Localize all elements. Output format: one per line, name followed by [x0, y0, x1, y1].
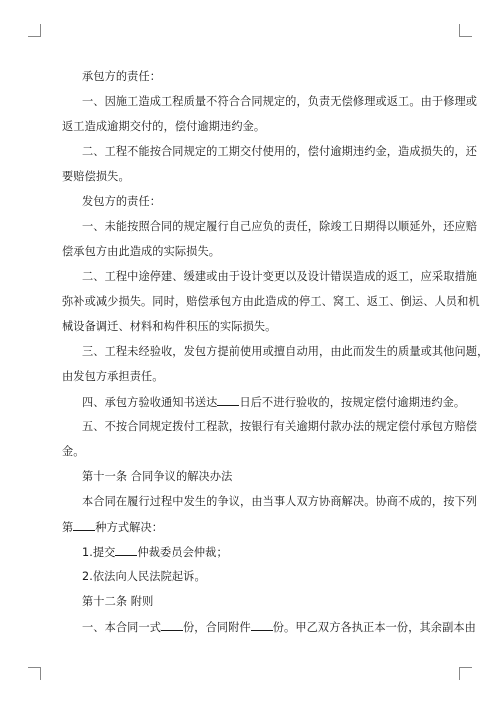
heading-employer-duties: 发包方的责任：	[82, 195, 162, 208]
paragraph-line: 四、承包方验收通知书送达 日后不进行验收的，按规定偿付逾期违约金。	[82, 396, 466, 409]
crop-mark-bottom-right	[459, 667, 472, 680]
paragraph-line: 一、未能按照合同的规定履行自己应负的责任，除竣工日期得以顺延外，还应赔	[82, 220, 478, 233]
paragraph-line: 金。	[62, 445, 85, 458]
heading-article-11: 第十一条 合同争议的解决办法	[82, 470, 233, 483]
paragraph-line: 一、本合同一式 份，合同附件 份。甲乙双方各执正本一份，其余副本由	[82, 621, 476, 634]
paragraph-line: 二、工程中途停建、缓建或由于设计变更以及设计错误造成的返工，应采取措施	[82, 270, 478, 283]
blank-arbitration-commission[interactable]	[115, 545, 137, 556]
paragraph-line: 五、不按合同规定拨付工程款，按银行有关逾期付款办法的规定偿付承包方赔偿	[82, 420, 478, 433]
paragraph-line: 要赔偿损失。	[62, 170, 130, 183]
paragraph-line: 由发包方承担责任。	[62, 370, 164, 383]
blank-copies[interactable]	[161, 620, 183, 631]
paragraph-line: 弥补或减少损失。同时，赔偿承包方由此造成的停工、窝工、返工、倒运、人员和机	[62, 295, 480, 308]
blank-days[interactable]	[217, 395, 239, 406]
paragraph-line: 一、因施工造成工程质量不符合合同规定的，负责无偿修理或返工。由于修理或	[82, 95, 478, 108]
heading-contractor-duties: 承包方的责任：	[82, 70, 162, 83]
paragraph-line: 三、工程未经验收，发包方提前使用或擅自动用，由此而发生的质量或其他问题，	[82, 345, 489, 358]
paragraph-line: 1.提交 仲裁委员会仲裁；	[82, 546, 228, 559]
crop-mark-top-left	[28, 24, 41, 37]
paragraph-line: 返工造成逾期交付的，偿付逾期违约金。	[62, 120, 266, 133]
paragraph-line: 本合同在履行过程中发生的争议，由当事人双方协商解决。协商不成的，按下列	[82, 495, 478, 508]
paragraph-line: 二、工程不能按合同规定的工期交付使用的，偿付逾期违约金，造成损失的，还	[82, 145, 478, 158]
blank-method-number[interactable]	[73, 520, 95, 531]
heading-article-12: 第十二条 附则	[82, 595, 154, 608]
paragraph-line: 第 种方式解决：	[62, 521, 164, 534]
paragraph-line: 偿承包方由此造成的实际损失。	[62, 245, 221, 258]
paragraph-line: 械设备调迁、材料和构件积压的实际损失。	[62, 320, 277, 333]
crop-mark-top-right	[459, 24, 472, 37]
blank-attachment-copies[interactable]	[251, 620, 273, 631]
crop-mark-bottom-left	[28, 667, 41, 680]
paragraph-line: 2.依法向人民法院起诉。	[82, 570, 206, 583]
